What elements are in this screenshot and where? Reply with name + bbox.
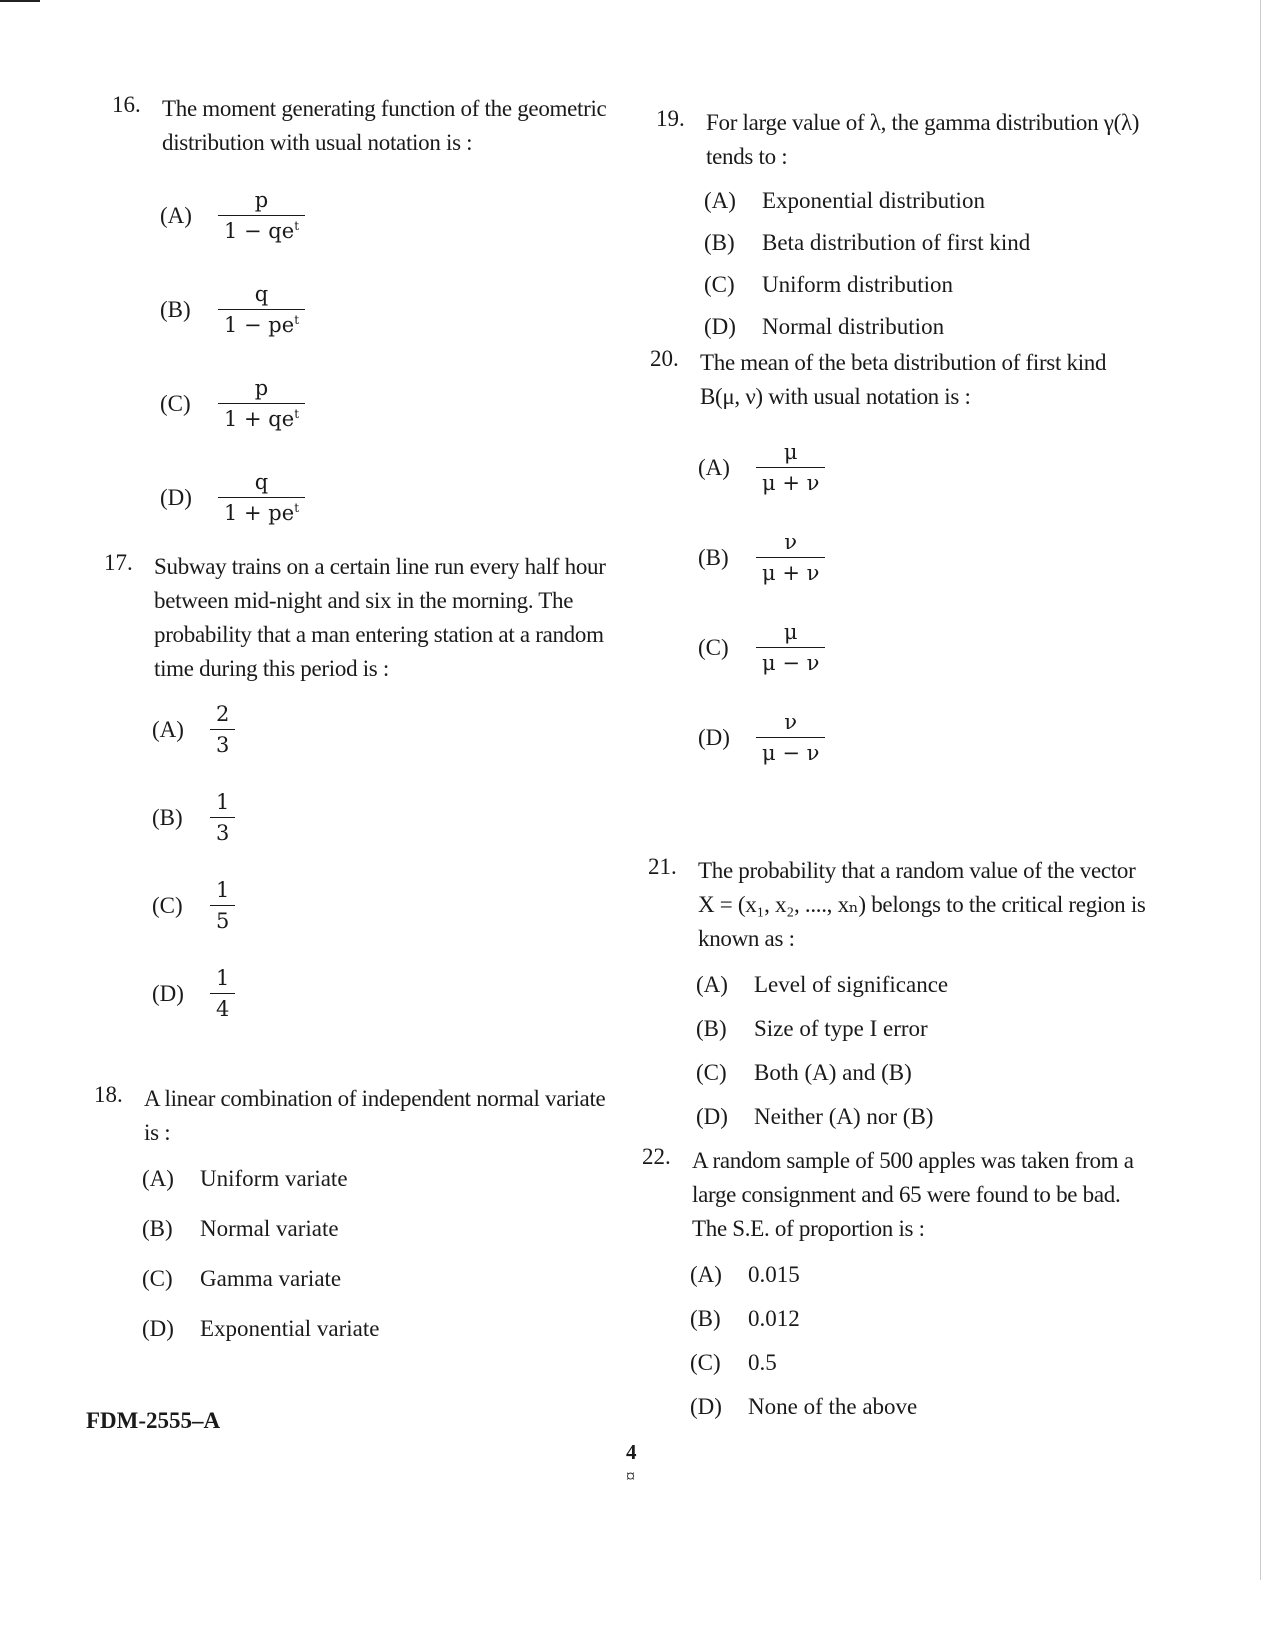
option-c: (C) $\frac{\mu}{\mu - \nu}$ (698, 620, 825, 675)
fraction: $\frac{1}{5}$ (210, 878, 235, 933)
fraction: $\frac{1}{4}$ (210, 966, 235, 1021)
fraction: $\frac{p}{1 - qe^t}$ (218, 188, 305, 243)
fraction: $\frac{1}{3}$ (210, 790, 235, 845)
question-22 (642, 1144, 1202, 1419)
option-b: (B) Beta distribution of first kind (704, 230, 1031, 255)
question-text: Subway trains on a certain line run every half hour between mid-night and six in the morning. The probability that a man entering station at a random time during this period is : (154, 554, 606, 681)
option-b: (B) Normal variate (142, 1216, 339, 1241)
option-a: (A) $\frac{p}{1 - qe^t}$ (160, 188, 305, 243)
question-text: For large value of λ, the gamma distribution γ(λ) tends to : (706, 110, 1140, 169)
option-b: (B) $\frac{1}{3}$ (152, 790, 235, 845)
option-d: (D) $\frac{q}{1 + pe^t}$ (160, 470, 305, 525)
question-number: 22. (642, 1144, 671, 1169)
fraction: $\frac{2}{3}$ (210, 702, 235, 757)
option-a: (A) 0.015 (690, 1262, 800, 1287)
question-20 (650, 346, 1210, 765)
question-text: A random sample of 500 apples was taken from a large consignment and 65 were found to be bad. The S.E. of proportion is : (692, 1148, 1134, 1241)
booklet-code: FDM-2555–A (86, 1408, 221, 1433)
option-c: (C) 0.5 (690, 1350, 777, 1375)
question-number: 17. (104, 550, 133, 575)
question-21 (648, 854, 1208, 1129)
question-number: 20. (650, 346, 679, 371)
option-d: (D) None of the above (690, 1394, 918, 1419)
question-text: The moment generating function of the geometric distribution with usual notation is : (162, 96, 607, 155)
question-18 (94, 1082, 654, 1341)
page-edge (1260, 0, 1261, 1580)
question-number: 18. (94, 1082, 123, 1107)
option-d: (D) $\frac{\nu}{\mu - \nu}$ (698, 710, 825, 765)
page-number: 4 (626, 1440, 637, 1464)
option-a: (A) Uniform variate (142, 1166, 348, 1191)
option-d: (D) Exponential variate (142, 1316, 380, 1341)
page-mark-icon: ¤ (626, 1466, 635, 1486)
fraction: $\frac{\nu}{\mu + \nu}$ (756, 530, 825, 585)
question-text: The probability that a random value of the vector X = (x₁, x₂, ...., xₙ) belongs to the critical region is known as : (698, 858, 1146, 951)
option-c: (C) $\frac{1}{5}$ (152, 878, 235, 933)
option-b: (B) 0.012 (690, 1306, 800, 1331)
option-c: (C) $\frac{p}{1 + qe^t}$ (160, 376, 305, 431)
fraction: $\frac{\mu}{\mu + \nu}$ (756, 440, 825, 495)
option-b: (B) $\frac{\nu}{\mu + \nu}$ (698, 530, 825, 585)
fraction: $\frac{\nu}{\mu - \nu}$ (756, 710, 825, 765)
option-d: (D) Normal distribution (704, 314, 945, 339)
option-b: (B) Size of type I error (696, 1016, 928, 1041)
option-a: (A) $\frac{\mu}{\mu + \nu}$ (698, 440, 825, 495)
option-b: (B) $\frac{q}{1 - pe^t}$ (160, 282, 305, 337)
question-number: 19. (656, 106, 685, 131)
question-text: The mean of the beta distribution of first kind B(μ, ν) with usual notation is : (700, 350, 1107, 409)
option-c: (C) Both (A) and (B) (696, 1060, 912, 1085)
fraction: $\frac{q}{1 + pe^t}$ (218, 470, 305, 525)
fraction: $\frac{p}{1 + qe^t}$ (218, 376, 305, 431)
question-number: 16. (112, 92, 141, 117)
option-a: (A) $\frac{2}{3}$ (152, 702, 235, 757)
question-19 (656, 106, 1216, 339)
top-rule (0, 0, 40, 2)
fraction: $\frac{\mu}{\mu - \nu}$ (756, 620, 825, 675)
question-text: A linear combination of independent normal variate is : (144, 1086, 606, 1145)
option-c: (C) Gamma variate (142, 1266, 342, 1291)
option-a: (A) Exponential distribution (704, 188, 985, 213)
option-d: (D) Neither (A) nor (B) (696, 1104, 934, 1129)
option-a: (A) Level of significance (696, 972, 949, 997)
fraction: $\frac{q}{1 - pe^t}$ (218, 282, 305, 337)
option-c: (C) Uniform distribution (704, 272, 954, 297)
question-number: 21. (648, 854, 677, 879)
option-d: (D) $\frac{1}{4}$ (152, 966, 235, 1021)
